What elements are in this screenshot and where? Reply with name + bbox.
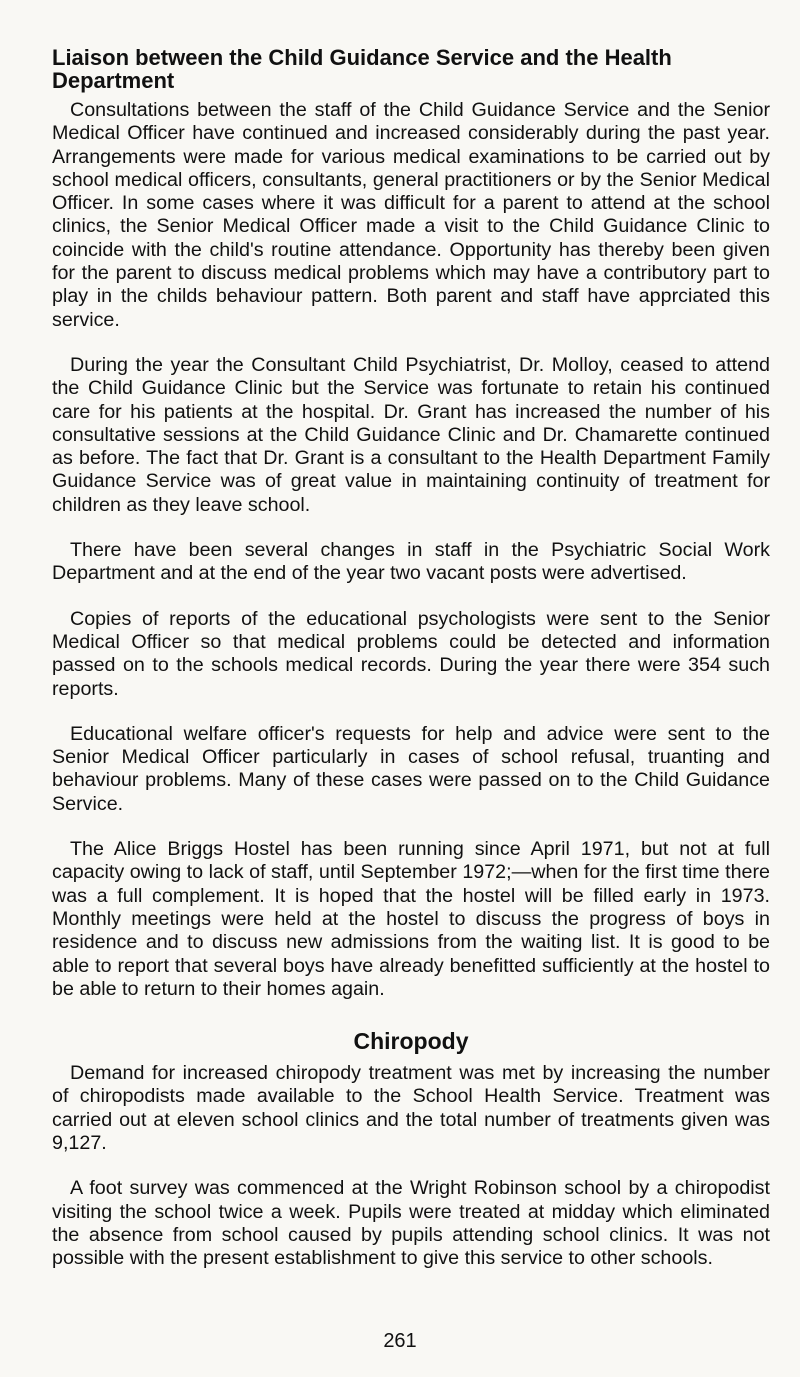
chiropody-paragraph-2: A foot survey was commenced at the Wright Robinson school by a chiropodist visiting the school twice a week. Pupils were treated at midday which eliminated the absence from school caused by pupils attending school clinics. It was not possible with the present establishment to give this service to other schools. bbox=[52, 1177, 770, 1270]
liaison-paragraph-4: Copies of reports of the educational psychologists were sent to the Senior Medical Officer so that medical problems could be detected and information passed on to the schools medical records. During the year there were 354 such reports. bbox=[52, 607, 770, 700]
liaison-paragraph-5: Educational welfare officer's requests for help and advice were sent to the Senior Medical Officer particularly in cases of school refusal, truanting and behaviour problems. Many of these cases were passed on to the Child Guidance Service. bbox=[52, 722, 770, 815]
liaison-paragraph-1: Consultations between the staff of the Child Guidance Service and the Senior Medical Officer have continued and increased considerably during the past year. Arrangements were made for various medical examinations to be carried out by school medical officers, consultants, general practitioners or by the Senior Medical Officer. In some cases where it was difficult for a parent to attend at the school clinics, the Senior Medical Officer made a visit to the Child Guidance Clinic to coincide with the child's routine attendance. Opportunity has thereby been given for the parent to discuss medical problems which may have a contributory part to play in the childs behaviour pattern. Both parent and staff have apprciated this service. bbox=[52, 99, 770, 331]
chiropody-paragraph-1: Demand for increased chiropody treatment was met by increasing the number of chiropodists made available to the School Health Service. Treatment was carried out at eleven school clinics and the total number of treatments given was 9,127. bbox=[52, 1062, 770, 1154]
page-number: 261 bbox=[383, 1330, 417, 1352]
liaison-paragraph-3: There have been several changes in staff in the Psychiatric Social Work Department and at the end of the year two vacant posts were advertised. bbox=[52, 539, 770, 585]
liaison-paragraph-2: During the year the Consultant Child Psychiatrist, Dr. Molloy, ceased to attend the Child Guidance Clinic but the Service was fortunate to retain his continued care for his patients at the hospital. Dr. Grant has increased the number of his consultative sessions at the Child Guidance Clinic and Dr. Chamarette continued as before. The fact that Dr. Grant is a consultant to the Health Department Family Guidance Service was of great value in maintaining continuity of treatment for children as they leave school. bbox=[52, 353, 770, 516]
liaison-paragraph-6: The Alice Briggs Hostel has been running since April 1971, but not at full capacity owing to lack of staff, until September 1972;—when for the first time there was a full complement. It is hoped that the hostel will be filled early in 1973. Monthly meetings were held at the hostel to discuss the progress of boys in residence and to discuss new admissions from the waiting list. It is good to be able to report that several boys have already benefitted sufficiently at the hostel to be able to return to their homes again. bbox=[52, 838, 770, 1000]
chiropody-heading: Chiropody bbox=[353, 1028, 469, 1055]
liaison-heading: Liaison between the Child Guidance Service and the Health Department bbox=[52, 45, 672, 93]
